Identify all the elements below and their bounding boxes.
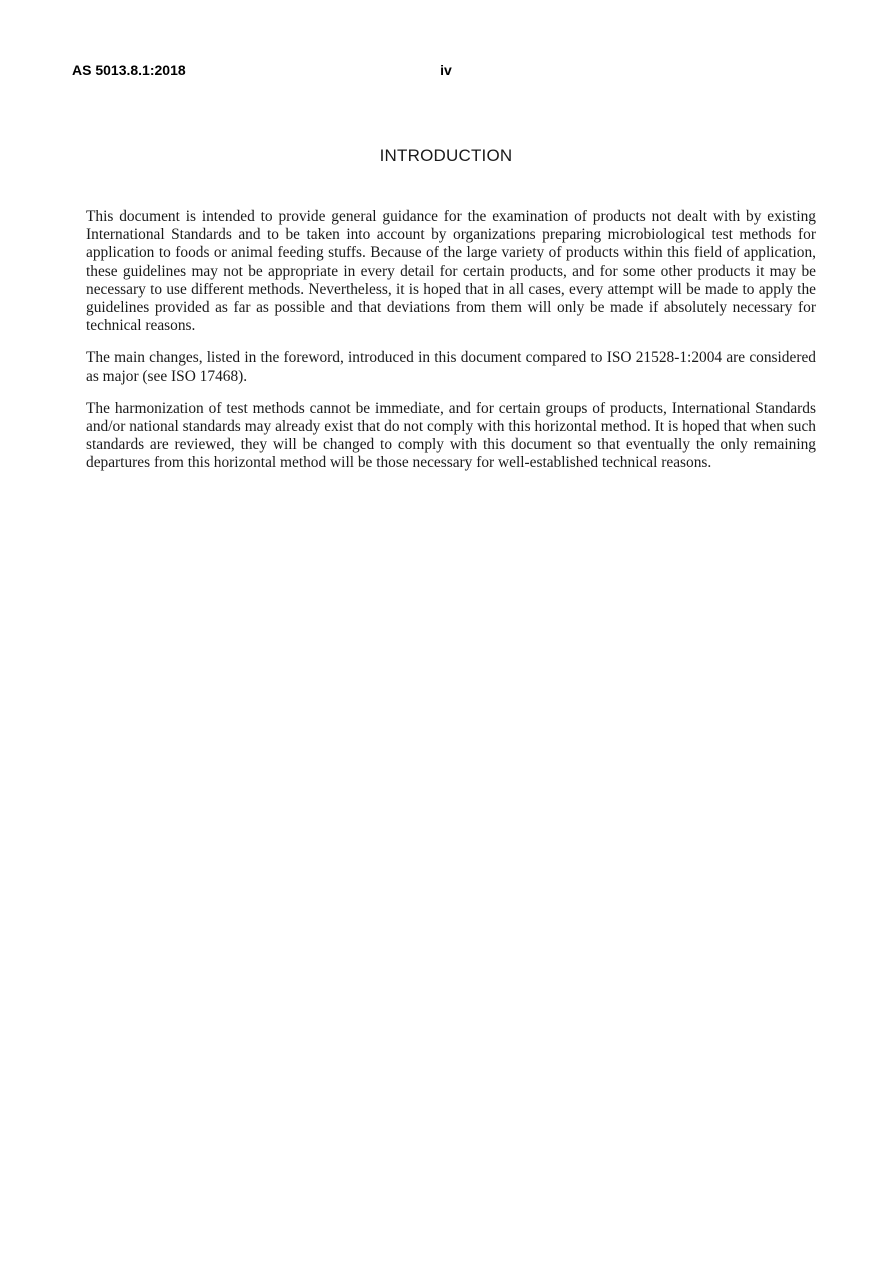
section-title: INTRODUCTION (379, 146, 513, 165)
paragraph: The main changes, listed in the foreword, introduced in this document compared to ISO 21528-1:2004 are considered as major (see ISO 17468). (86, 349, 816, 385)
document-code: AS 5013.8.1:2018 (72, 62, 186, 78)
paragraph: This document is intended to provide general guidance for the examination of products not dealt with by existing International Standards and to be taken into account by organizations preparing microbiological test methods for application to foods or animal feeding stuffs. Because of the large variety of products within this field of application, these guidelines may not be appropriate in every detail for certain products, and for some other products it may be necessary to use different methods. Nevertheless, it is hoped that in all cases, every attempt will be made to apply the guidelines provided as far as possible and that deviations from them will only be made if absolutely necessary for technical reasons. (86, 208, 816, 335)
paragraph: The harmonization of test methods cannot be immediate, and for certain groups of products, International Standards and/or national standards may already exist that do not comply with this horizontal method. It is hoped that when such standards are reviewed, they will be changed to comply with this document so that eventually the only remaining departures from this horizontal method will be those necessary for well-established technical reasons. (86, 399, 816, 472)
introduction-body (86, 208, 816, 487)
page-number: iv (440, 62, 452, 78)
